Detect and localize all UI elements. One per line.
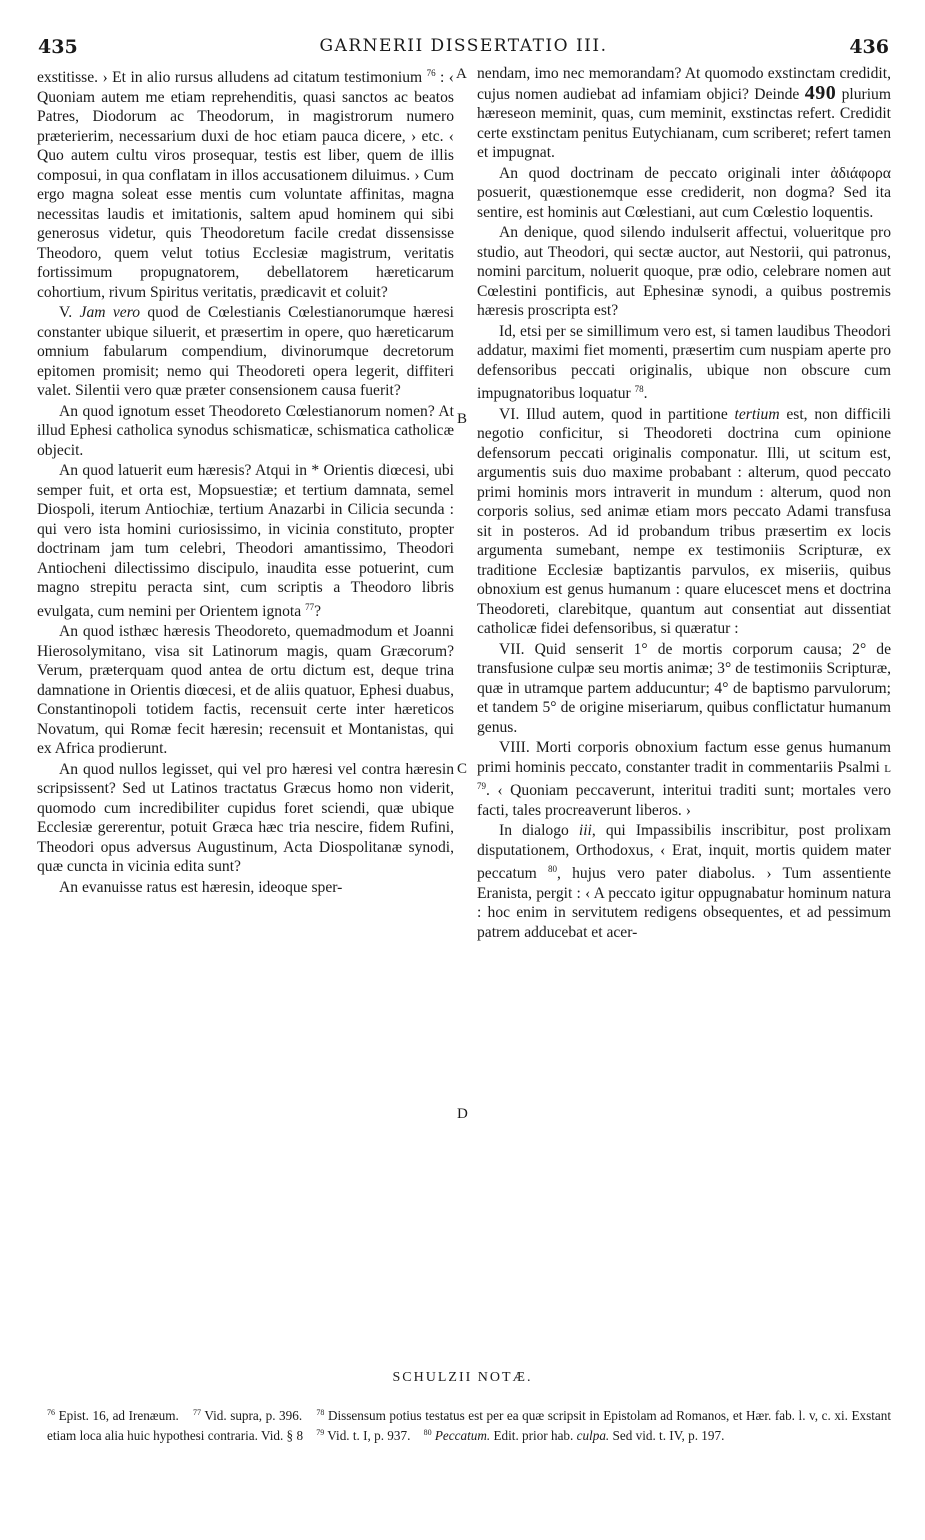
text-run: quod de Cœlestianis Cœlestianorumque hæresi constanter ubique siluerit, et præsertim in opere, quo hæreticarum omnium fabularum compendium, divinorumque decretorum epitomen promisit; nemo qui Theodoreti opera legerit, diffiteri valet. Silentii vero quæ præter consensionem causa fuerit? — [37, 304, 455, 399]
footnote-ref[interactable]: 79 — [477, 781, 486, 791]
paragraph — [477, 405, 891, 639]
footnote-ref[interactable]: 80 — [547, 864, 557, 874]
paragraph — [477, 738, 891, 820]
footnote-number: 76 — [47, 1408, 55, 1417]
paragraph: An denique, quod silendo indulserit affectui, volueritque pro studio, aut Theodori, qui sectæ auctor, aut Nestorii, qui patronus, nomini parcitum, noluerit quoque, præ odio, celebrare nomen aut Cœlestini pontificis, aut Ephesinæ synodi, a quibus postremis hæresis proscripta est? — [477, 224, 891, 319]
footnote-text: Vid. t. I, p. 937. — [327, 1428, 411, 1443]
paragraph — [477, 322, 891, 404]
paragraph: An quod nullos legisset, qui vel pro hæresi vel contra hæresin scripsissent? Sed ut Latinos tractatus Græcus homo non viderit, quomodo cum incredibiliter cupidus foret sciendi, quæ ubique Ecclesiæ gererentur, potuit Græca hæc tria nescire, fidem Rufini, Theodori opus adversus Augustinum, Acta Diospolitanæ synodi, quæ cuncta in vicinia edita sunt? — [37, 760, 454, 875]
footnote-number: 78 — [316, 1408, 325, 1417]
footnote-text: culpa. — [576, 1428, 610, 1443]
text-run: est, non difficili negotio conficitur, si Theodoreti doctrina cum opinione defensorum peccati originalis componatur. Illi, ut scitum est, argumentis suis duo maxime probabant : alterum, quod peccato primi hominis mors intraverit in mundum : alterum, quod non corporis solius, sed animæ etiam mors peccato Adami transfusa sit in posteros. Ad id probandum tribus præsertim ex locis argumenta sumebant, nempe ex testimoniis Scripturæ, ex traditione Ecclesiæ baptizantis parvulos, ex miseriis, quibus obnoxium est genus humanum : quare elucescet mens et doctrina Theodoreti, clarebitque, quantum aut consentiat aut dissentiat catholicæ fidei defensoribus, si quæratur : — [477, 405, 891, 637]
text-run: , hujus vero pater diabolus. › Tum assentiente Eranista, pergit : ‹ A peccato igitur oppugnabatur hominum natura : hoc enim in servitutem redigens obsequentes, et ad pessimum patrem adducebat et acer- — [477, 865, 891, 941]
margin-letter-c: C — [457, 761, 468, 777]
text-run: . ‹ Quoniam peccaverunt, interitui traditi sunt; mortales vero facti, tales procreaverunt liberos. › — [477, 782, 891, 819]
footnote-block — [47, 1404, 891, 1444]
paragraph — [477, 821, 891, 942]
text-run: nendam, imo nec memorandam? At quomodo exstinctam credidit, cujus nomen audiebat ad infamiam objici? Deinde — [477, 65, 891, 103]
text-run: , qui Impassibilis inscribitur, post prolixam disputationem, Orthodoxus, ‹ Erat, inquit, mortis quidem mater peccatum — [477, 822, 892, 882]
paragraph: VII. Quid senserit 1° de mortis corporum causa; 2° de transfusione culpæ seu mortis animæ; 3° de testimoniis Scripturæ, quæ in utramque partem adducuntur; 4° de baptismo parvulorum; et tandem 5° de origine miseriarum, quibus conflictatur humanum genus. — [477, 640, 891, 736]
footnote-number: 77 — [193, 1408, 202, 1417]
text-run: : ‹ Quoniam autem me etiam reprehenditis, quasi sanctos ac beatos Patres, Diodorum ac Theodorum, in magistrorum numero præterierim, necessarium duxi de hoc etiam pauca dicere, › etc. ‹ Quo autem cultu viros prosequar, testis est liber, quem de illis composui, in qua conflatam in illos accusationem diluimus. › Cum ergo magna soleat esse mentis cum voluntate affinitas, magna necessitas laudis et imitationis, saltem apud hominem qui sibi generosus videtur, quis Theodoretum facile credat dissensisse Theodoro, quem velut totius Ecclesiæ magistrum, veritatis fortissimum propugnatorem, debellatorem hæreticarum cohortium, rivum Spiritus veritatis, prædicavit et coluit? — [37, 69, 454, 301]
paragraph: An quod ignotum esset Theodoreto Cœlestianorum nomen? At illud Ephesi catholica synodus schismaticæ, schismatica catholicæ objecit. — [37, 402, 454, 459]
right-column — [477, 64, 891, 943]
footnotes — [47, 1404, 891, 1444]
paragraph — [477, 164, 891, 223]
notes-heading: SCHULZII NOTÆ. — [392, 1370, 533, 1385]
column-number: 490 — [804, 81, 837, 104]
footnote-ref[interactable]: 76 — [426, 68, 436, 78]
margin-letter-d: D — [457, 1106, 468, 1122]
text-run: Id, etsi per se simillimum vero est, si tamen laudibus Theodori addatur, maximi fiet momenti, præsertim cum nuspiam aperte pro defensoribus peccati originalis, ubique non obscure cum impugnatoribus loquatur — [477, 322, 891, 402]
footnote-ref[interactable]: 77 — [305, 601, 315, 612]
text-run: An quod latuerit eum hæresis? Atqui in * Orientis diœcesi, ubi semper fuit, et orta est, Mopsuestiæ; et tertium damnata, semel Diospoli, iterum Antiochiæ, tertium Anazarbi in Cilicia secunda : qui vero ista homini curiosissimo, in vicinia constituto, propter doctrinam jam tum celebri, Theodori amantissimo, Theodori Antiocheni dilectissimo discipulo, inaudita esse potuerint, cum magno strepitu peracta sint, cum scriptis a Theodoro libris evulgata, cum nemini per Orientem ignota — [37, 462, 454, 620]
page-number-left: 435 — [38, 36, 78, 58]
paragraph — [477, 64, 891, 163]
footnote-number: 79 — [316, 1428, 325, 1437]
footnote-text: Vid. supra, p. 396. — [204, 1408, 303, 1423]
paragraph — [37, 303, 454, 401]
paragraph: An evanuisse ratus est hæresin, ideoque sper- — [59, 878, 343, 896]
text-run: tertium — [734, 405, 780, 423]
footnote-text: Epist. 16, ad Irenæum. — [58, 1408, 179, 1423]
footnote-ref[interactable]: 78 — [634, 384, 644, 394]
text-run: ? — [314, 602, 321, 620]
greek-term: ἀδιάφορα — [830, 164, 891, 182]
footnote-text: Edit. prior hab. — [493, 1428, 574, 1443]
footnote-text: Dissensum potius testatus est per ea quæ scripsit in Epistolam ad Romanos, et Hær. fab. l. v, c. xi. Exstant etiam loca alia huic hypothesi contraria. Vid. § 8 — [47, 1408, 892, 1443]
margin-letter-b: B — [457, 411, 468, 427]
left-column — [37, 64, 454, 898]
text-run: l — [884, 758, 891, 776]
running-title: GARNERII DISSERTATIO III. — [319, 36, 608, 56]
margin-letter-a: A — [456, 66, 467, 82]
text-run: An quod doctrinam de peccato originali inter — [499, 164, 820, 182]
text-run: In dialogo — [499, 822, 569, 839]
paragraph — [37, 461, 454, 621]
text-run: posuerit, quæstionemque esse crediderit, non dogma? Sed ita sentire, est hominis aut Cœlestiani, aut cum Cœlestio loquentis. — [477, 184, 891, 221]
text-run: iii — [578, 822, 592, 839]
page-number-right: 436 — [849, 36, 889, 58]
text-run: Jam vero — [79, 304, 141, 321]
section-number: V. — [59, 304, 73, 321]
footnote-text: Sed vid. t. IV, p. 197. — [612, 1428, 725, 1443]
text-run: . — [643, 385, 648, 402]
text-run: VIII. Morti corporis obnoxium factum esse genus humanum primi hominis peccato, constanter tradit in commentariis Psalmi — [477, 739, 891, 776]
footnote-number: 80 — [423, 1428, 432, 1437]
running-head — [38, 36, 889, 62]
text-run: VI. Illud autem, quod in partitione — [499, 405, 728, 423]
text-run: exstitisse. › Et in alio rursus alludens ad citatum testimonium — [37, 69, 423, 86]
paragraph — [37, 64, 454, 302]
text-run: plurium hæreseon meminit, quas, cum meminit, exstinctas refert. Credidit certe exstinctam penitus Eutychianam, cum scriberet; refert tamen et impugnat. — [477, 85, 891, 161]
footnote-text: Peccatum. — [434, 1428, 491, 1443]
paragraph: An quod isthæc hæresis Theodoreto, quemadmodum et Joanni Hierosolymitano, visa sit Latinorum magis, quam Græcorum? Verum, præterquam quod antea de ortu dictum est, deque trina damnatione in Orientis diœcesi, et de aliis quatuor, Ephesi duabus, Constantinopoli totidem factis, recensuit certe inter hæreticos Novatum, qui Romæ fecit hæresin; recensuit et Montanistas, qui ex Africa prodierunt. — [37, 623, 454, 757]
